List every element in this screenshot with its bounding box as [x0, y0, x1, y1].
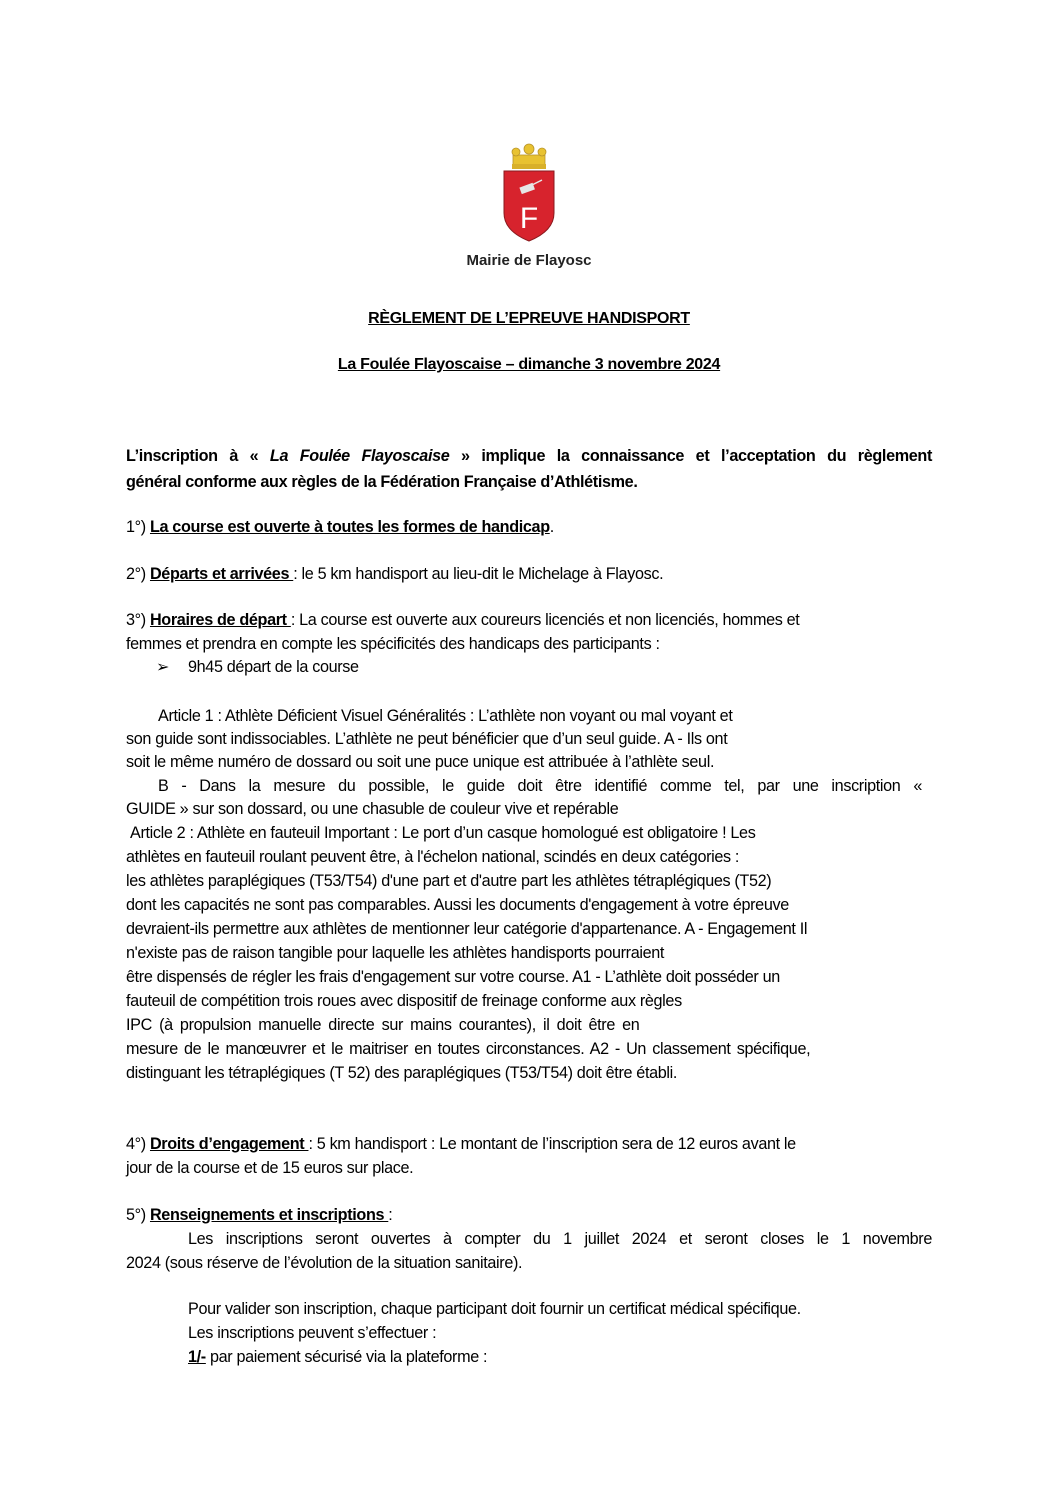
article-2-line: être dispensés de régler les frais d'engagement sur votre course. A1 - L’athlète doit posséder un [126, 968, 780, 986]
section-5-line1: Les inscriptions seront ouvertes à compter du 1 juillet 2024 et seront closes le 1 novembre [188, 1230, 932, 1248]
crown-icon [512, 144, 546, 169]
section-4: 4°) Droits d’engagement : 5 km handisport : Le montant de l’inscription sera de 12 euros avant le [126, 1135, 796, 1153]
article-1-line: B - Dans la mesure du possible, le guide doit être identifié comme tel, par une inscription « [158, 777, 922, 795]
article-2-line: Article 2 : Athlète en fauteuil Important : Le port d’un casque homologué est obligatoire ! Les [130, 824, 756, 842]
section-4-heading: Droits d’engagement [149, 1135, 309, 1153]
start-time-bullet: 9h45 départ de la course [188, 658, 359, 676]
intro-paragraph-line1: L’inscription à « La Foulée Flayoscaise » implique la connaissance et l’acceptation du règlement [126, 447, 932, 465]
article-2-line: IPC (à propulsion manuelle directe sur mains courantes), il doit être en [126, 1016, 640, 1034]
section-3: 3°) Horaires de départ : La course est ouverte aux coureurs licenciés et non licenciés, hommes et [126, 611, 800, 629]
document-subtitle: La Foulée Flayoscaise – dimanche 3 novembre 2024 [337, 356, 721, 373]
intro-paragraph-line2: général conforme aux règles de la Fédération Française d’Athlétisme. [126, 473, 638, 491]
section-5-certificate-note: Pour valider son inscription, chaque participant doit fournir un certificat médical spécifique. [188, 1300, 801, 1318]
logo-caption: Mairie de Flayosc [466, 252, 592, 269]
article-2-line: les athlètes paraplégiques (T53/T54) d'une part et d'autre part les athlètes tétraplégiques (T52) [126, 872, 772, 890]
section-5-methods-intro: Les inscriptions peuvent s’effectuer : [188, 1324, 437, 1342]
article-2-line: dont les capacités ne sont pas comparables. Aussi les documents d'engagement à votre épreuve [126, 896, 789, 914]
section-2: 2°) Départs et arrivées : le 5 km handisport au lieu-dit le Michelage à Flayosc. [126, 565, 664, 583]
flayosc-coat-of-arms-logo [500, 143, 558, 243]
section-3-line2: femmes et prendra en compte les spécificités des handicaps des participants : [126, 635, 660, 653]
bullet-arrow-icon: ➢ [156, 658, 170, 676]
article-1-line: soit le même numéro de dossard ou soit une puce unique est attribuée à l’athlète seul. [126, 753, 715, 771]
article-2-line: devraient-ils permettre aux athlètes de mentionner leur catégorie d'appartenance. A - Engagement Il [126, 920, 808, 938]
article-1-line: Article 1 : Athlète Déficient Visuel Généralités : L’athlète non voyant ou mal voyant et [158, 707, 733, 725]
section-1-heading: La course est ouverte à toutes les formes de handicap [149, 518, 550, 536]
section-4-line2: jour de la course et de 15 euros sur place. [126, 1159, 414, 1177]
article-2-line: n'existe pas de raison tangible pour laquelle les athlètes handisports pourraient [126, 944, 665, 962]
section-3-heading: Horaires de départ [149, 611, 291, 629]
section-5-line2: 2024 (sous réserve de l’évolution de la situation sanitaire). [126, 1254, 523, 1272]
article-1-line: son guide sont indissociables. L’athlète ne peut bénéficier que d’un seul guide. A - Ils ont [126, 730, 728, 748]
section-2-heading: Départs et arrivées [149, 565, 294, 583]
section-1: 1°) La course est ouverte à toutes les formes de handicap. [126, 518, 554, 536]
article-2-line: mesure de le manœuvrer et le maitriser en toutes circonstances. A2 - Un classement spécifique, [126, 1040, 811, 1058]
article-2-line: fauteuil de compétition trois roues avec dispositif de freinage conforme aux règles [126, 992, 682, 1010]
section-5-heading: Renseignements et inscriptions [149, 1206, 389, 1224]
section-5: 5°) Renseignements et inscriptions : [126, 1206, 393, 1224]
svg-text:F: F [519, 202, 539, 235]
article-2-line: athlètes en fauteuil roulant peuvent être, à l'échelon national, scindés en deux catégories : [126, 848, 740, 866]
document-title: RÈGLEMENT DE L’EPREUVE HANDISPORT [368, 310, 690, 327]
article-1-line: GUIDE » sur son dossard, ou une chasuble de couleur vive et repérable [126, 800, 619, 818]
race-name: La Foulée Flayoscaise [269, 447, 450, 465]
payment-option-1: 1/- par paiement sécurisé via la plateforme : [188, 1348, 488, 1366]
article-2-line: distinguant les tétraplégiques (T 52) des paraplégiques (T53/T54) doit être établi. [126, 1064, 678, 1082]
